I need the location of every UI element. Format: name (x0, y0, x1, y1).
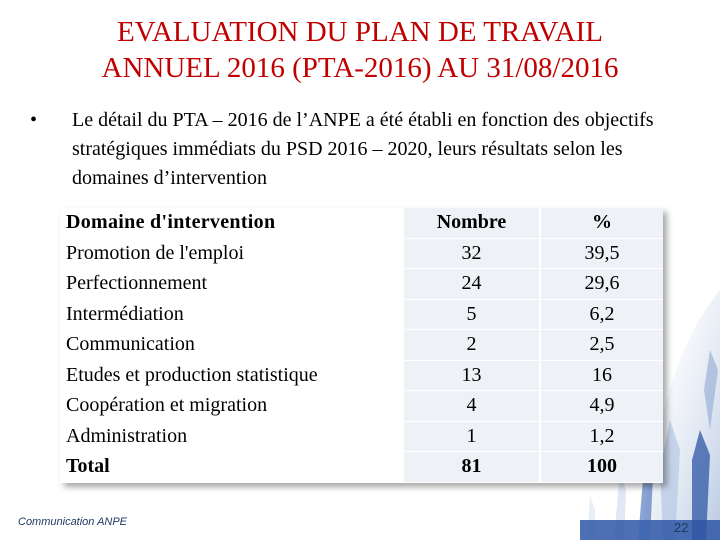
cell-count: 5 (402, 300, 539, 331)
cell-count: 32 (402, 239, 539, 270)
cell-percent: 6,2 (539, 300, 663, 331)
cell-percent: 2,5 (539, 330, 663, 361)
cell-domain: Coopération et migration (60, 391, 402, 422)
cell-count: 4 (402, 391, 539, 422)
cell-domain: Etudes et production statistique (60, 361, 402, 392)
header-percent: % (539, 208, 663, 239)
slide-title-line-1: EVALUATION DU PLAN DE TRAVAIL (116, 16, 604, 48)
cell-domain: Promotion de l'emploi (60, 239, 402, 270)
cell-percent: 16 (539, 361, 663, 392)
header-domain: Domaine d'intervention (60, 208, 402, 239)
cell-percent: 29,6 (539, 269, 663, 300)
total-count: 81 (402, 452, 539, 483)
cell-count: 24 (402, 269, 539, 300)
total-label: Total (60, 452, 402, 483)
slide-title (0, 14, 720, 86)
table-row (60, 361, 663, 392)
cell-count: 2 (402, 330, 539, 361)
bullet-text: Le détail du PTA – 2016 de l’ANPE a été établi en fonction des objectifs stratégiques immédiats du PSD 2016 – 2020, leurs résultats selon les domaines d’intervention (72, 109, 654, 189)
cell-percent: 1,2 (539, 422, 663, 453)
results-table (60, 208, 663, 483)
table-header-row (60, 208, 663, 239)
cell-count: 1 (402, 422, 539, 453)
cell-count: 13 (402, 361, 539, 392)
table-row (60, 422, 663, 453)
cell-percent: 4,9 (539, 391, 663, 422)
cell-domain: Communication (60, 330, 402, 361)
footer-label: Communication ANPE (18, 516, 128, 528)
table-row (60, 239, 663, 270)
table-row (60, 269, 663, 300)
table-row (60, 300, 663, 331)
cell-domain: Perfectionnement (60, 269, 402, 300)
table-total-row (60, 452, 663, 483)
table-row (60, 391, 663, 422)
cell-domain: Intermédiation (60, 300, 402, 331)
page-number: 22 (674, 520, 689, 535)
cell-percent: 39,5 (539, 239, 663, 270)
total-percent: 100 (539, 452, 663, 483)
slide-title-line-2: ANNUEL 2016 (PTA-2016) AU 31/08/2016 (101, 52, 619, 84)
table-row (60, 330, 663, 361)
header-count: Nombre (402, 208, 539, 239)
bullet-icon: • (30, 109, 38, 131)
cell-domain: Administration (60, 422, 402, 453)
